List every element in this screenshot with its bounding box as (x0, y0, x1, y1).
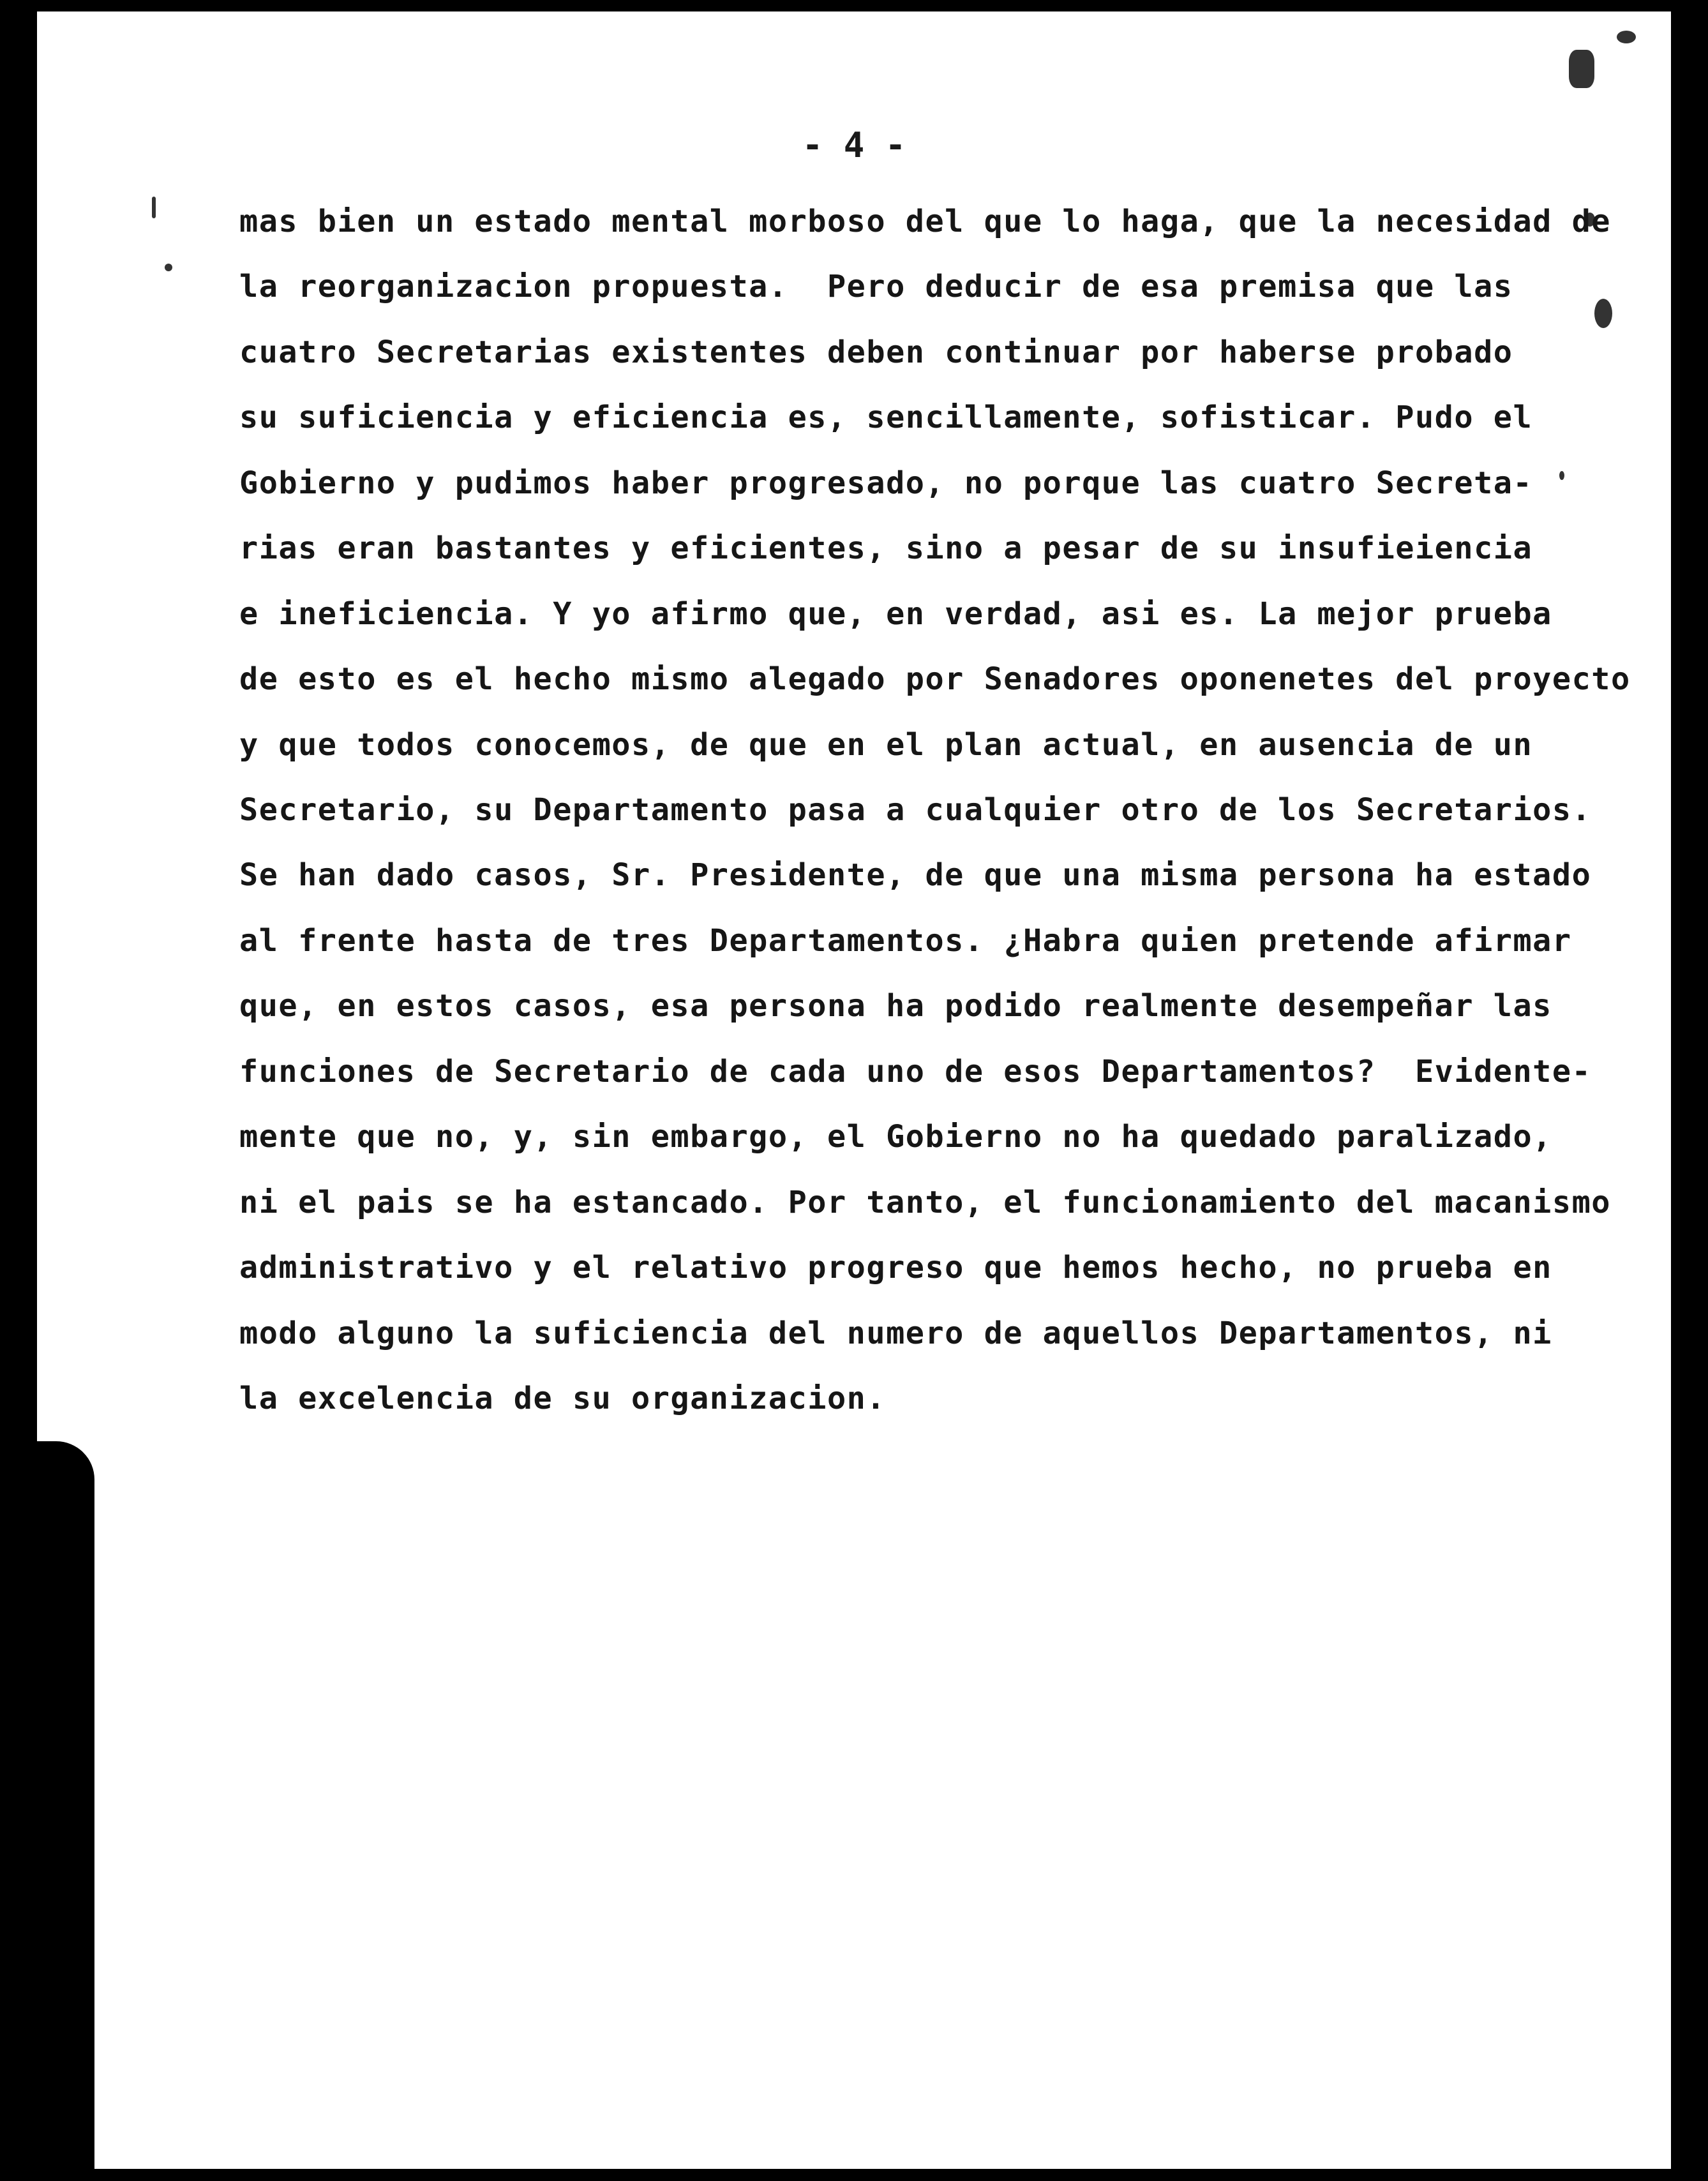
text-line: administrativo y el relativo progreso que hemos hecho, no prueba en (239, 1250, 1552, 1285)
text-line: Secretario, su Departamento pasa a cualquier otro de los Secretarios. (239, 792, 1592, 828)
text-line: e ineficiencia. Y yo afirmo que, en verdad, asi es. La mejor prueba (239, 596, 1552, 632)
text-line: y que todos conocemos, de que en el plan actual, en ausencia de un (239, 727, 1533, 763)
scan-edge-shadow (37, 1441, 94, 2169)
text-line: su suficiencia y eficiencia es, sencillamente, sofisticar. Pudo el (239, 400, 1533, 435)
document-page (37, 11, 1671, 2169)
text-line: funciones de Secretario de cada uno de esos Departamentos? Evidente- (239, 1054, 1592, 1090)
text-line: cuatro Secretarias existentes deben continuar por haberse probado (239, 334, 1513, 370)
page-number: - 4 - (802, 125, 906, 165)
text-line: Se han dado casos, Sr. Presidente, de que una misma persona ha estado (239, 857, 1592, 893)
text-line: de esto es el hecho mismo alegado por Senadores oponenetes del proyecto (239, 661, 1631, 697)
text-line: Gobierno y pudimos haber progresado, no porque las cuatro Secreta- (239, 465, 1533, 501)
text-line: la reorganizacion propuesta. Pero deducir de esa premisa que las (239, 269, 1513, 304)
text-line: la excelencia de su organizacion. (239, 1381, 887, 1416)
text-line: ni el pais se ha estancado. Por tanto, el funcionamiento del macanismo (239, 1185, 1611, 1220)
text-line: rias eran bastantes y eficientes, sino a pesar de su insufieiencia (239, 530, 1533, 566)
text-line: al frente hasta de tres Departamentos. ¿Habra quien pretende afirmar (239, 923, 1572, 959)
text-line: modo alguno la suficiencia del numero de aquellos Departamentos, ni (239, 1315, 1552, 1351)
text-line: que, en estos casos, esa persona ha podido realmente desempeñar las (239, 988, 1552, 1024)
text-line: mas bien un estado mental morboso del que lo haga, que la necesidad de (239, 204, 1611, 239)
text-line: mente que no, y, sin embargo, el Gobierno no ha quedado paralizado, (239, 1119, 1552, 1155)
